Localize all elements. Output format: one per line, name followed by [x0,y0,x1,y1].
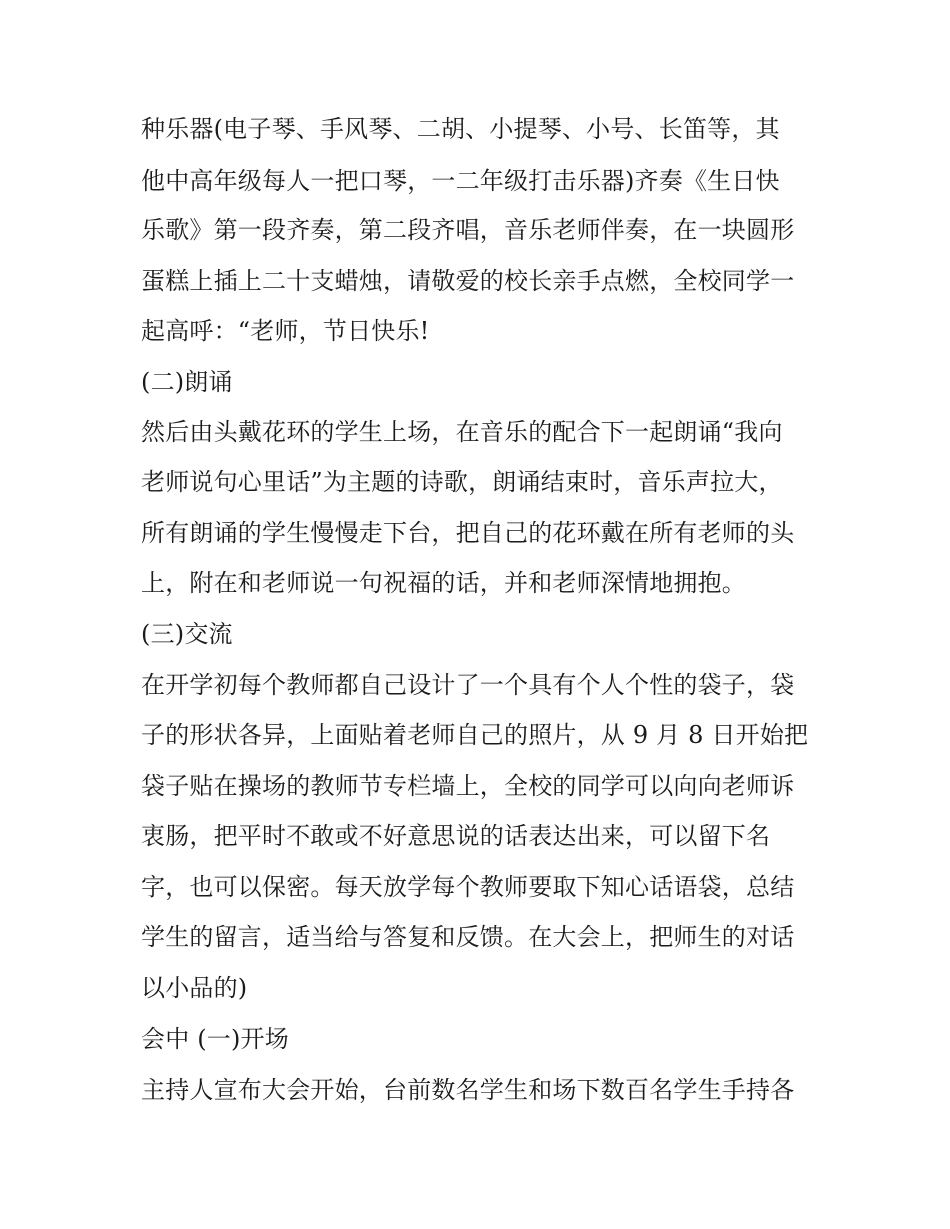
text-line: 衷肠，把平时不敢或不好意思说的话表达出来，可以留下名 [141,822,771,850]
section-heading: (三)交流 [141,620,233,648]
text-line: 子的形状各异，上面贴着老师自己的照片，从 9 月 8 日开始把 [141,721,809,749]
section-heading: (二)朗诵 [141,368,233,396]
section-heading: 会中 (一)开场 [141,1025,289,1053]
text-line: 蛋糕上插上二十支蜡烛，请敬爱的校长亲手点燃，全校同学一 [141,267,795,295]
text-line: 字，也可以保密。每天放学每个教师要取下知心话语袋，总结 [141,873,795,901]
text-line: 他中高年级每人一把口琴，一二年级打击乐器)齐奏《生日快 [141,167,780,195]
text-line: 在开学初每个教师都自己设计了一个具有个人个性的袋子，袋 [141,671,795,699]
text-line: 主持人宣布大会开始，台前数名学生和场下数百名学生手持各 [141,1076,795,1104]
text-line: 乐歌》第一段齐奏，第二段齐唱，音乐老师伴奏，在一块圆形 [141,216,795,244]
text-line: 老师说句心里话”为主题的诗歌，朗诵结束时，音乐声拉大， [141,468,783,496]
text-line: 上，附在和老师说一句祝福的话，并和老师深情地拥抱。 [141,569,746,597]
text-line: 然后由头戴花环的学生上场，在音乐的配合下一起朗诵“我向 [141,418,783,446]
text-line: 所有朗诵的学生慢慢走下台，把自己的花环戴在所有老师的头 [141,519,795,547]
text-line: 起高呼：“老师，节日快乐! [141,317,430,345]
text-line: 种乐器(电子琴、手风琴、二胡、小提琴、小号、长笛等，其 [141,115,780,143]
text-line: 学生的留言，适当给与答复和反馈。在大会上，把师生的对话 [141,923,795,951]
text-line: 袋子贴在操场的教师节专栏墙上，全校的同学可以向向老师诉 [141,772,795,800]
text-line: 以小品的) [141,974,248,1002]
